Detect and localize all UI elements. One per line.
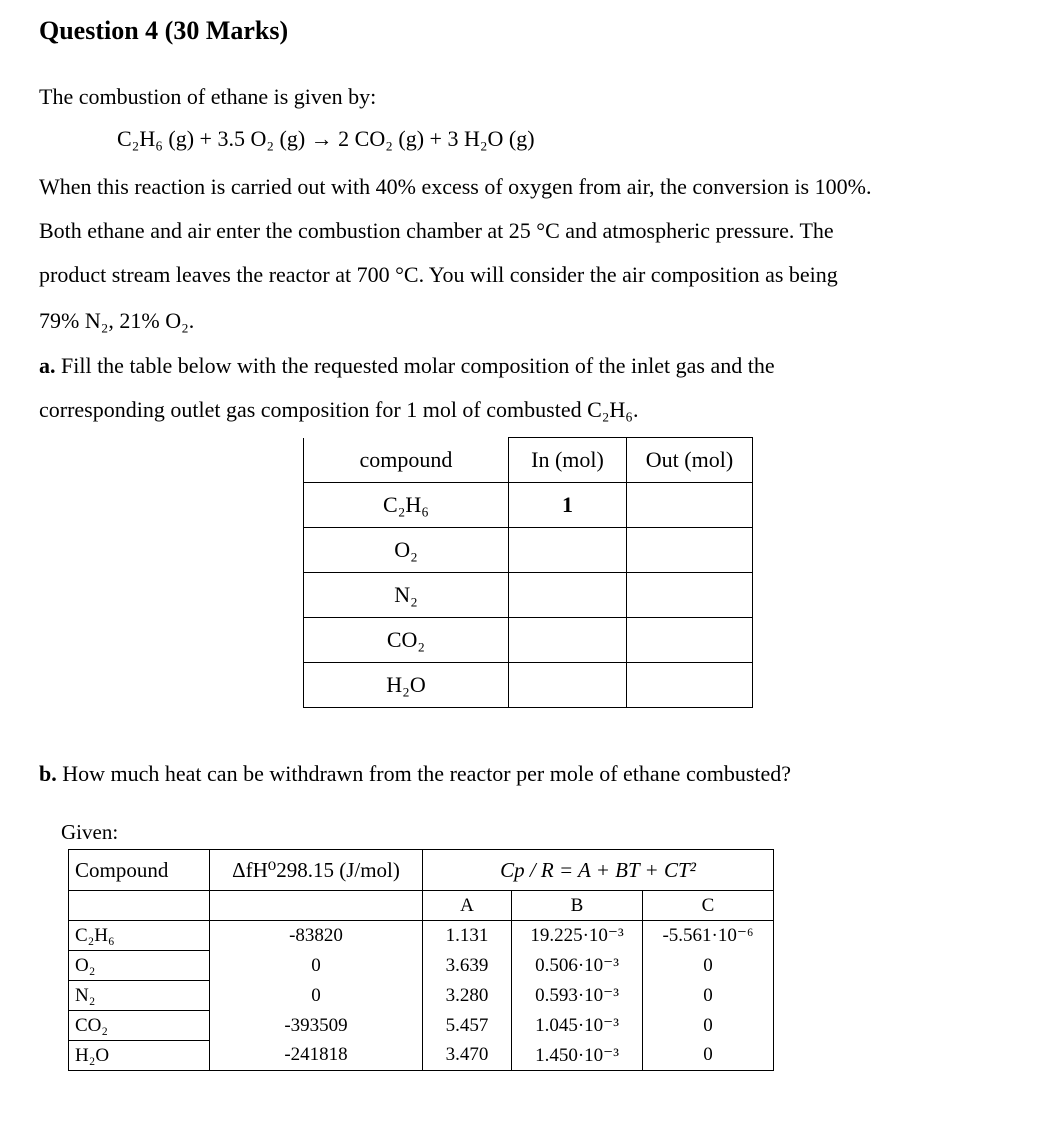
header-out: Out (mol) [627, 438, 753, 483]
given-b: 1.045·10⁻³ [512, 1011, 643, 1041]
given-header-cp: Cp / R = A + BT + CT² [423, 850, 774, 891]
given-b: 0.506·10⁻³ [512, 951, 643, 981]
given-a: 3.280 [423, 981, 512, 1011]
given-row [69, 981, 774, 1011]
row-out[interactable] [627, 663, 753, 708]
row-compound: H₂O [304, 663, 509, 708]
row-in[interactable] [509, 663, 627, 708]
given-c: -5.561·10⁻⁶ [643, 921, 774, 951]
row-out[interactable] [627, 528, 753, 573]
paragraph-line-3: product stream leaves the reactor at 700 °C. You will consider the air composition as being [39, 262, 838, 287]
row-in[interactable] [509, 573, 627, 618]
paragraph-line-2: Both ethane and air enter the combustion chamber at 25 °C and atmospheric pressure. The [39, 218, 834, 243]
given-enthalpy: -241818 [210, 1041, 423, 1071]
given-label: Given: [61, 820, 119, 844]
given-row [69, 1041, 774, 1071]
part-b-label: b. [39, 761, 57, 786]
row-compound: CO₂ [304, 618, 509, 663]
given-a: 1.131 [423, 921, 512, 951]
given-c: 0 [643, 981, 774, 1011]
blank-cell [210, 891, 423, 921]
row-in[interactable] [509, 618, 627, 663]
paragraph-line-4: 79% N₂, 21% O₂. [39, 308, 195, 333]
part-a-label: a. [39, 353, 56, 378]
header-in: In (mol) [509, 438, 627, 483]
given-compound: C₂H₆ [69, 921, 210, 951]
table-row [304, 483, 753, 528]
row-compound: O₂ [304, 528, 509, 573]
given-compound: O₂ [69, 951, 210, 981]
composition-table [303, 437, 753, 708]
given-a: 3.470 [423, 1041, 512, 1071]
table-row [304, 663, 753, 708]
given-enthalpy: 0 [210, 981, 423, 1011]
part-a-text: Fill the table below with the requested molar composition of the inlet gas and the [61, 353, 775, 378]
table-row [304, 528, 753, 573]
given-row [69, 1011, 774, 1041]
table-row [304, 618, 753, 663]
row-out[interactable] [627, 618, 753, 663]
row-out[interactable] [627, 573, 753, 618]
table-header-row [304, 438, 753, 483]
given-b: 19.225·10⁻³ [512, 921, 643, 951]
given-a: 3.639 [423, 951, 512, 981]
row-compound: N₂ [304, 573, 509, 618]
given-header-enthalpy: ΔfH⁰298.15 (J/mol) [210, 850, 423, 891]
given-c: 0 [643, 1011, 774, 1041]
row-compound: C₂H₆ [304, 483, 509, 528]
subheader-a: A [423, 891, 512, 921]
given-data-table [68, 849, 774, 1071]
given-enthalpy: 0 [210, 951, 423, 981]
given-subheader-row [69, 891, 774, 921]
given-b: 0.593·10⁻³ [512, 981, 643, 1011]
given-a: 5.457 [423, 1011, 512, 1041]
given-c: 0 [643, 1041, 774, 1071]
table-row [304, 573, 753, 618]
part-b-line [39, 761, 791, 787]
given-enthalpy: -83820 [210, 921, 423, 951]
row-in[interactable]: 1 [509, 483, 627, 528]
row-in[interactable] [509, 528, 627, 573]
subheader-c: C [643, 891, 774, 921]
blank-cell [69, 891, 210, 921]
question-title: Question 4 (30 Marks) [39, 16, 289, 45]
given-header-row [69, 850, 774, 891]
subheader-b: B [512, 891, 643, 921]
part-b-question: How much heat can be withdrawn from the reactor per mole of ethane combusted? [62, 761, 792, 786]
part-a-line-2: corresponding outlet gas composition for 1 mol of combusted C₂H₆. [39, 397, 639, 422]
given-compound: CO₂ [69, 1011, 210, 1041]
intro-text: The combustion of ethane is given by: [39, 84, 377, 109]
given-row [69, 951, 774, 981]
given-enthalpy: -393509 [210, 1011, 423, 1041]
given-c: 0 [643, 951, 774, 981]
given-compound: H₂O [69, 1041, 210, 1071]
header-compound: compound [304, 438, 509, 483]
part-a-line-1 [39, 353, 775, 379]
given-b: 1.450·10⁻³ [512, 1041, 643, 1071]
row-out[interactable] [627, 483, 753, 528]
paragraph-line-1: When this reaction is carried out with 40% excess of oxygen from air, the conversion is 100%. [39, 174, 872, 199]
given-compound: N₂ [69, 981, 210, 1011]
given-row [69, 921, 774, 951]
given-header-compound: Compound [69, 850, 210, 891]
reaction-equation: C₂H₆ (g) + 3.5 O₂ (g) → 2 CO₂ (g) + 3 H₂O (g) [117, 126, 535, 151]
